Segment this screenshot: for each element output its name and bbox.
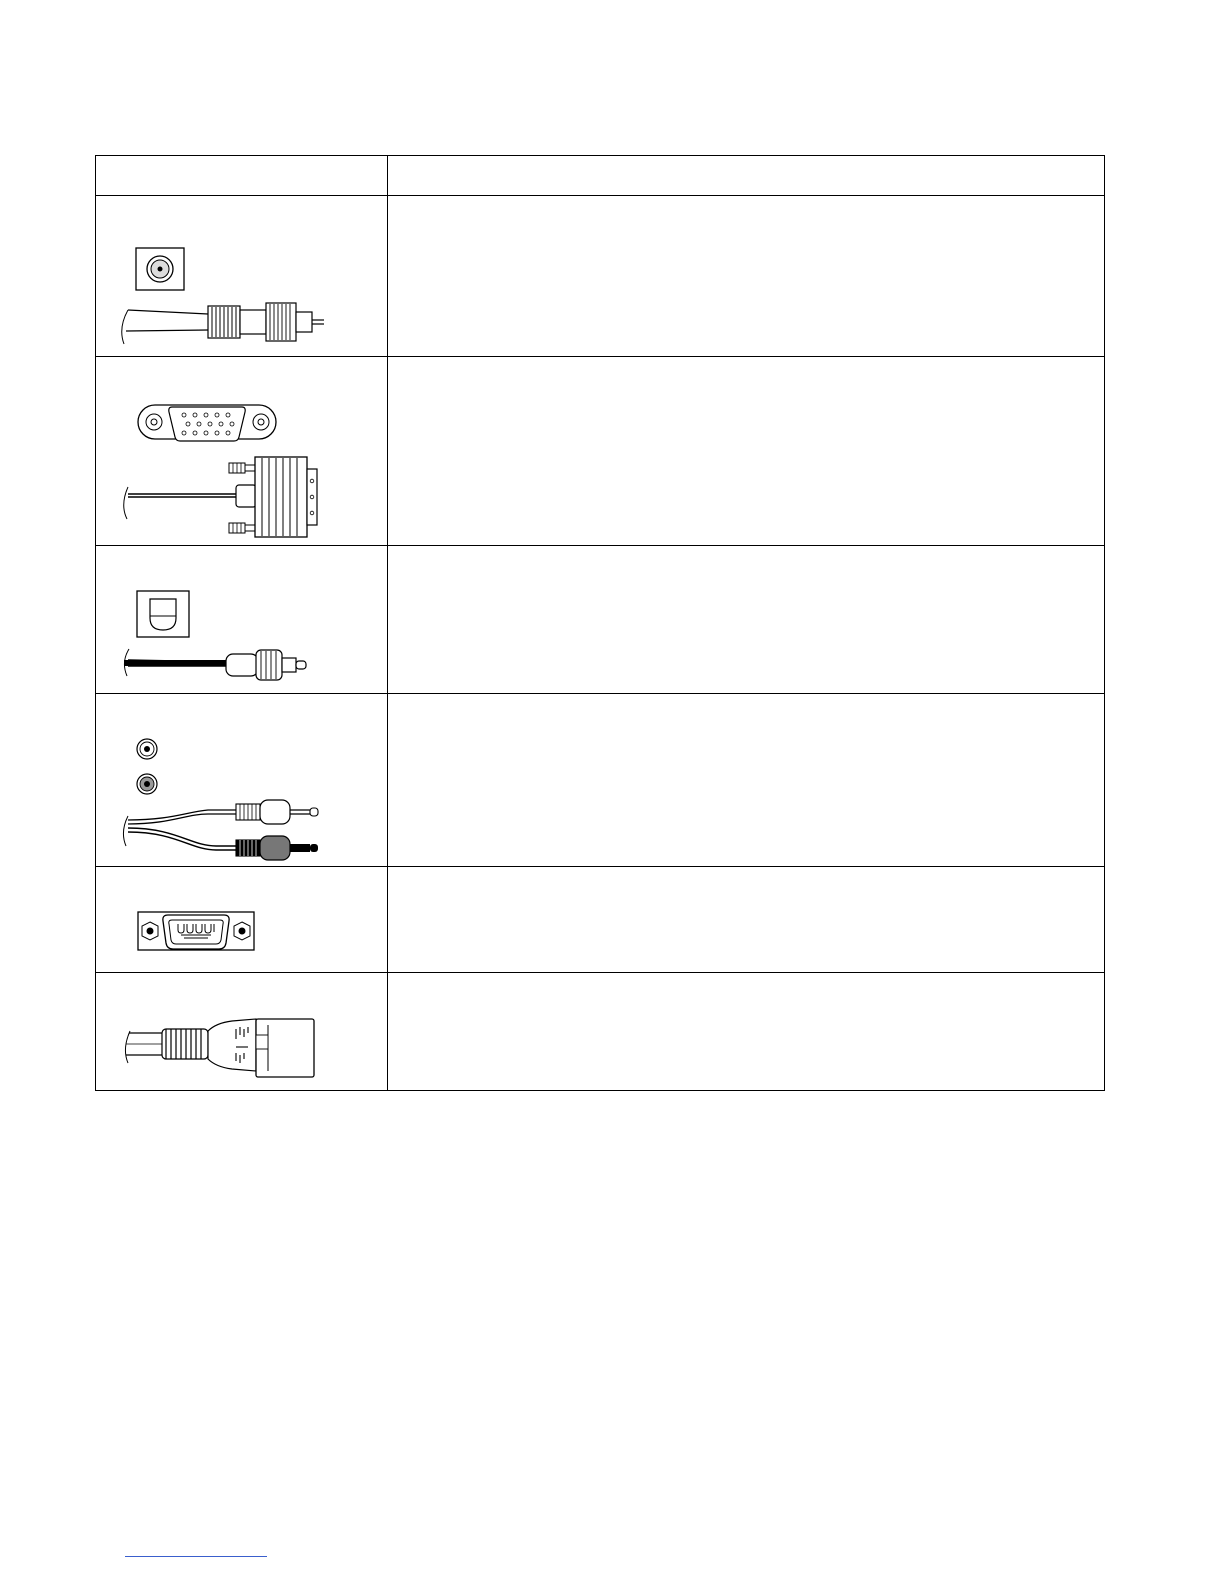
- table-row: [96, 973, 1105, 1091]
- vga-connector-icon: [96, 357, 386, 545]
- rca-audio-connector-icon: [96, 694, 386, 866]
- serial-db9-connector-icon: [96, 867, 386, 972]
- description-cell: [388, 973, 1105, 1091]
- description-cell: [388, 694, 1105, 867]
- ac-power-connector-icon: [96, 973, 386, 1090]
- header-connector: [96, 156, 388, 196]
- optical-audio-connector-icon: [96, 546, 386, 693]
- description-cell: [388, 357, 1105, 546]
- footer-link-underline: [125, 1556, 267, 1557]
- description-cell: [388, 196, 1105, 357]
- connector-cell: [96, 694, 388, 867]
- table-header-row: [96, 156, 1105, 196]
- connector-cell: [96, 867, 388, 973]
- table-row: [96, 196, 1105, 357]
- coax-connector-icon: [96, 196, 386, 356]
- connector-cell: [96, 357, 388, 546]
- connector-cell: [96, 546, 388, 694]
- table-row: [96, 546, 1105, 694]
- table-row: [96, 357, 1105, 546]
- connector-cell: [96, 973, 388, 1091]
- connector-cell: [96, 196, 388, 357]
- description-cell: [388, 546, 1105, 694]
- connector-table: [95, 155, 1105, 1091]
- header-description: [388, 156, 1105, 196]
- description-cell: [388, 867, 1105, 973]
- table-row: [96, 694, 1105, 867]
- table-row: [96, 867, 1105, 973]
